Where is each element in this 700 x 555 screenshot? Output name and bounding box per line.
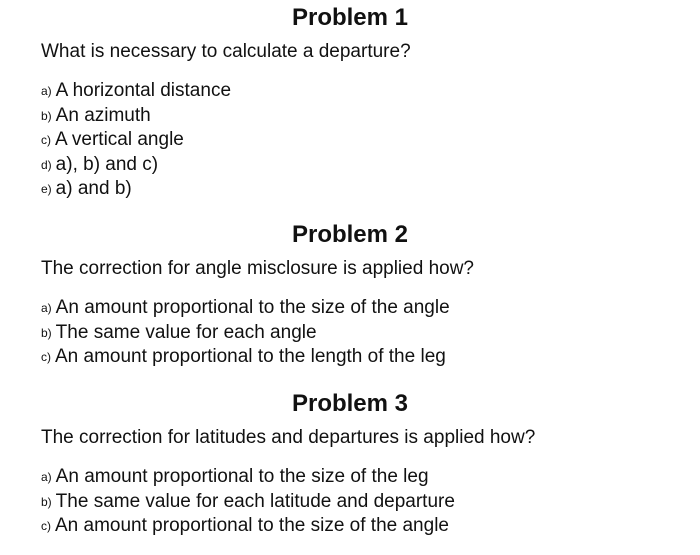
question-text: The correction for angle misclosure is applied how?: [41, 258, 474, 279]
option-letter: b): [41, 108, 52, 123]
option-letter: c): [41, 519, 51, 534]
option-letter: a): [41, 301, 52, 315]
problem-3: [0, 390, 700, 555]
option-text: a) and b): [55, 178, 132, 200]
options-list: [41, 465, 700, 539]
problem-2: [0, 221, 700, 386]
question-text: The correction for latitudes and departures is applied how?: [41, 427, 536, 448]
option-a: [41, 465, 700, 490]
question-text: What is necessary to calculate a departure?: [41, 41, 411, 62]
option-text: A horizontal distance: [55, 80, 232, 101]
problem-title: Problem 3: [291, 390, 409, 417]
option-letter: b): [41, 494, 52, 509]
option-text: An amount proportional to the size of the angle: [55, 515, 449, 537]
option-text: An azimuth: [55, 104, 151, 126]
option-letter: a): [41, 84, 52, 98]
option-b: [41, 104, 700, 129]
option-d: [41, 153, 700, 178]
option-a: [41, 79, 700, 104]
option-a: [41, 296, 700, 321]
problem-1: [0, 4, 700, 218]
option-b: [41, 321, 700, 346]
option-c: [41, 514, 700, 539]
option-e: [41, 177, 700, 202]
option-letter: a): [41, 470, 52, 484]
option-text: The same value for each angle: [55, 321, 317, 343]
option-text: An amount proportional to the size of the leg: [55, 466, 429, 487]
option-text: An amount proportional to the length of the leg: [55, 346, 446, 368]
options-list: [41, 79, 700, 202]
option-text: An amount proportional to the size of the angle: [55, 297, 450, 318]
option-text: a), b) and c): [55, 153, 159, 175]
option-text: A vertical angle: [55, 129, 184, 151]
option-c: [41, 128, 700, 153]
option-c: [41, 345, 700, 370]
problem-title: Problem 1: [291, 4, 409, 31]
option-letter: e): [41, 182, 52, 197]
option-b: [41, 490, 700, 515]
option-text: The same value for each latitude and departure: [55, 490, 455, 512]
problem-title: Problem 2: [291, 221, 409, 248]
option-letter: c): [41, 350, 51, 365]
option-letter: c): [41, 133, 51, 148]
option-letter: b): [41, 325, 52, 340]
options-list: [41, 296, 700, 370]
option-letter: d): [41, 157, 52, 172]
